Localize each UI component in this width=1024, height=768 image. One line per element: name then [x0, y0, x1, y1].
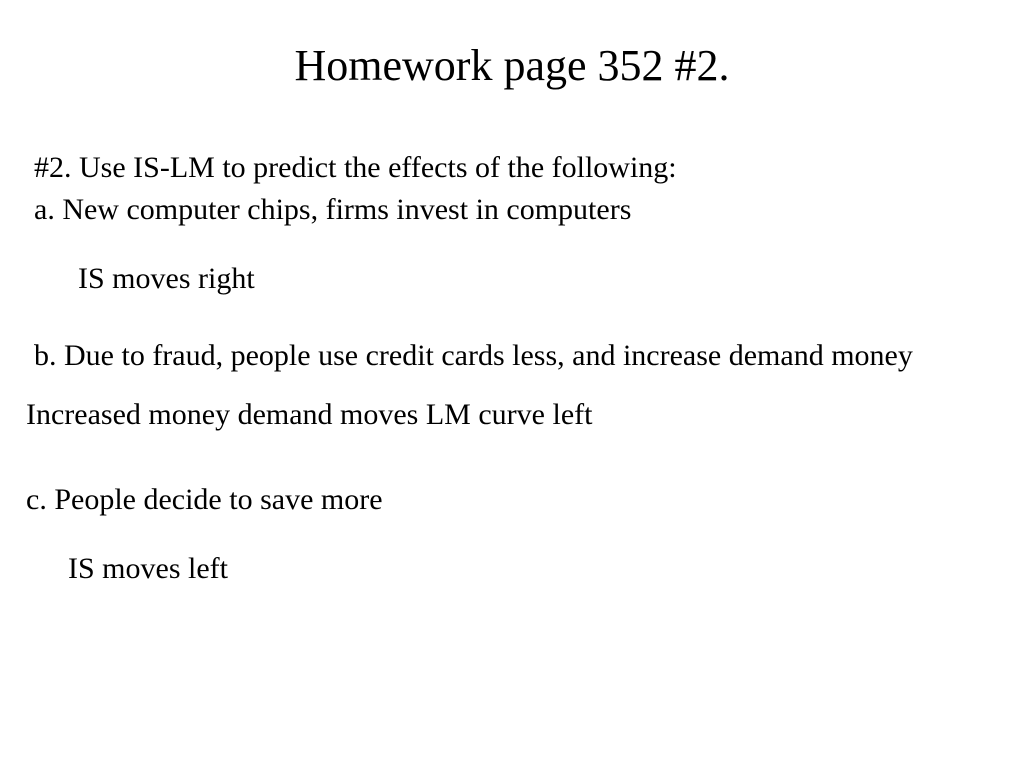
question-intro: #2. Use IS-LM to predict the effects of the following: — [34, 151, 677, 184]
answer-a: IS moves right — [78, 262, 255, 295]
answer-b: Increased money demand moves LM curve left — [26, 398, 593, 431]
question-b: b. Due to fraud, people use credit cards less, and increase demand money — [34, 339, 913, 372]
question-c: c. People decide to save more — [26, 483, 383, 516]
answer-c: IS moves left — [68, 552, 228, 585]
question-a: a. New computer chips, firms invest in computers — [34, 193, 632, 226]
slide-title: Homework page 352 #2. — [294, 41, 730, 90]
